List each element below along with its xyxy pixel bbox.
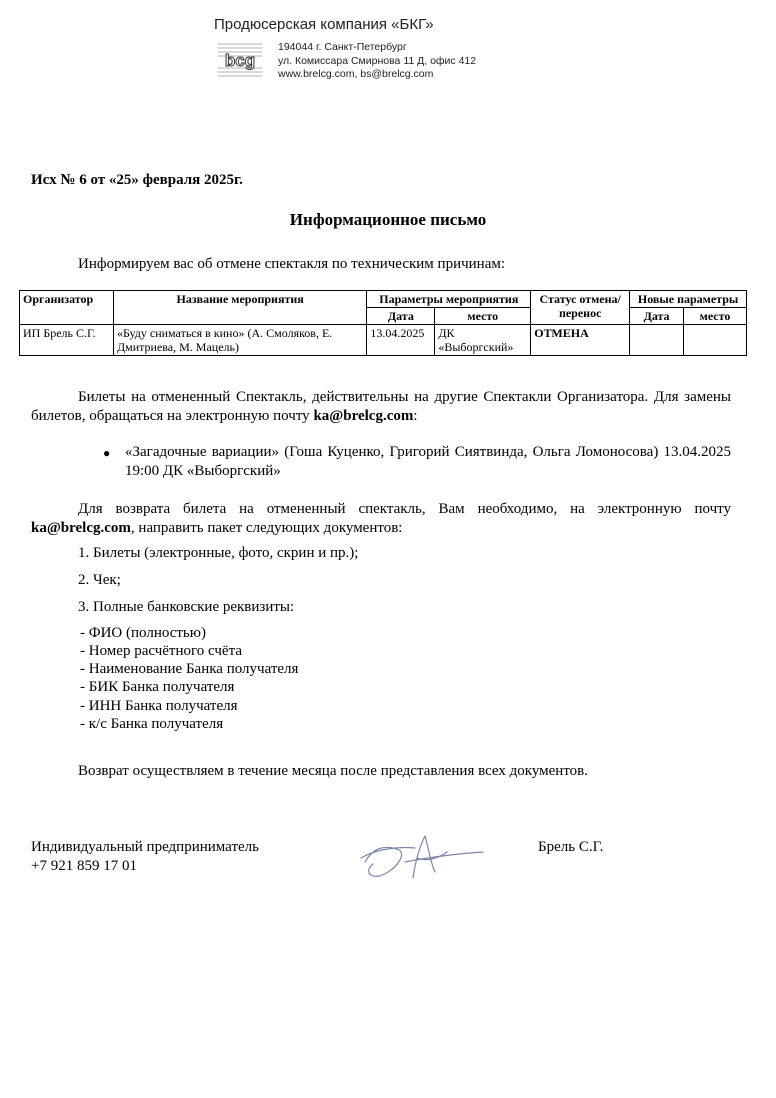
refund-suffix: , направить пакет следующих документов: [130, 520, 403, 536]
cell-status: ОТМЕНА [531, 325, 630, 356]
header-event-name: Название мероприятия [113, 291, 366, 325]
events-table [19, 290, 747, 356]
handwritten-signature [355, 828, 485, 884]
exchange-paragraph [31, 388, 731, 426]
bank-detail-item: - ФИО (полностью) [80, 625, 206, 641]
bank-detail-item: - ИНН Банка получателя [80, 698, 238, 714]
header-place: место [435, 308, 531, 325]
signatory-name: Брель С.Г. [538, 839, 604, 855]
signatory-phone: +7 921 859 17 01 [31, 858, 137, 874]
signatory-role: Индивидуальный предприниматель [31, 839, 259, 855]
header-new-place: место [684, 308, 747, 325]
intro-text: Информируем вас об отмене спектакля по техническим причинам: [78, 256, 506, 272]
letter-title: Информационное письмо [289, 210, 487, 229]
bank-detail-item: - БИК Банка получателя [80, 679, 235, 695]
address-line: ул. Комиссара Смирнова 11 Д, офис 412 [278, 54, 477, 67]
exchange-suffix: : [413, 408, 418, 424]
cell-event-name: «Буду сниматься в кино» (А. Смоляков, Е. Дмитриева, М. Мацель) [113, 325, 366, 356]
company-name: Продюсерская компания «БКГ» [214, 16, 434, 33]
exchange-email-link[interactable]: ka@brelcg.com [313, 408, 414, 424]
svg-text:bcg: bcg [224, 51, 256, 70]
header-status: Статус отмена/перенос [531, 291, 630, 325]
cell-new-date [630, 325, 684, 356]
document-item: 3. Полные банковские реквизиты: [78, 599, 295, 615]
cell-place: ДК «Выборгский» [435, 325, 531, 356]
table-row [20, 325, 747, 356]
address-line: 194044 г. Санкт-Петербург [278, 41, 407, 53]
alternative-show: «Загадочные вариации» (Гоша Куценко, Григорий Сиятвинда, Ольга Ломоносова) 13.04.2025 19:00 ДК «Выборгский» [125, 444, 731, 479]
bank-detail-item: - Номер расчётного счёта [80, 643, 242, 659]
cell-date: 13.04.2025 [367, 325, 435, 356]
document-item: 1. Билеты (электронные, фото, скрин и пр.); [78, 545, 359, 561]
address-contacts: www.brelcg.com, bs@brelcg.com [278, 68, 434, 80]
refund-terms: Возврат осуществляем в течение месяца после представления всех документов. [78, 763, 589, 779]
refund-paragraph [31, 500, 731, 538]
company-logo [216, 40, 264, 80]
company-address [278, 41, 476, 82]
refund-email-link[interactable]: ka@brelcg.com [31, 520, 131, 536]
document-item: 2. Чек; [78, 572, 121, 588]
bank-detail-item: - к/с Банка получателя [80, 716, 224, 732]
bank-detail-item: - Наименование Банка получателя [80, 661, 299, 677]
bullet-icon: ● [103, 446, 111, 460]
refund-text: Для возврата билета на отмененный спектакль, Вам необходимо, на электронную почту [78, 501, 731, 517]
outgoing-reference: Исх № 6 от «25» февраля 2025г. [31, 172, 243, 188]
header-date: Дата [367, 308, 435, 325]
cell-new-place [684, 325, 747, 356]
header-params: Параметры мероприятия [367, 291, 531, 308]
header-organizer: Организатор [20, 291, 114, 325]
header-new-params: Новые параметры [630, 291, 747, 308]
cell-organizer: ИП Брель С.Г. [20, 325, 114, 356]
header-new-date: Дата [630, 308, 684, 325]
table-header-row [20, 291, 747, 308]
exchange-text: Билеты на отмененный Спектакль, действительны на другие Спектакли Организатора. Для замены билетов, обращаться на электронную почту [31, 389, 731, 424]
